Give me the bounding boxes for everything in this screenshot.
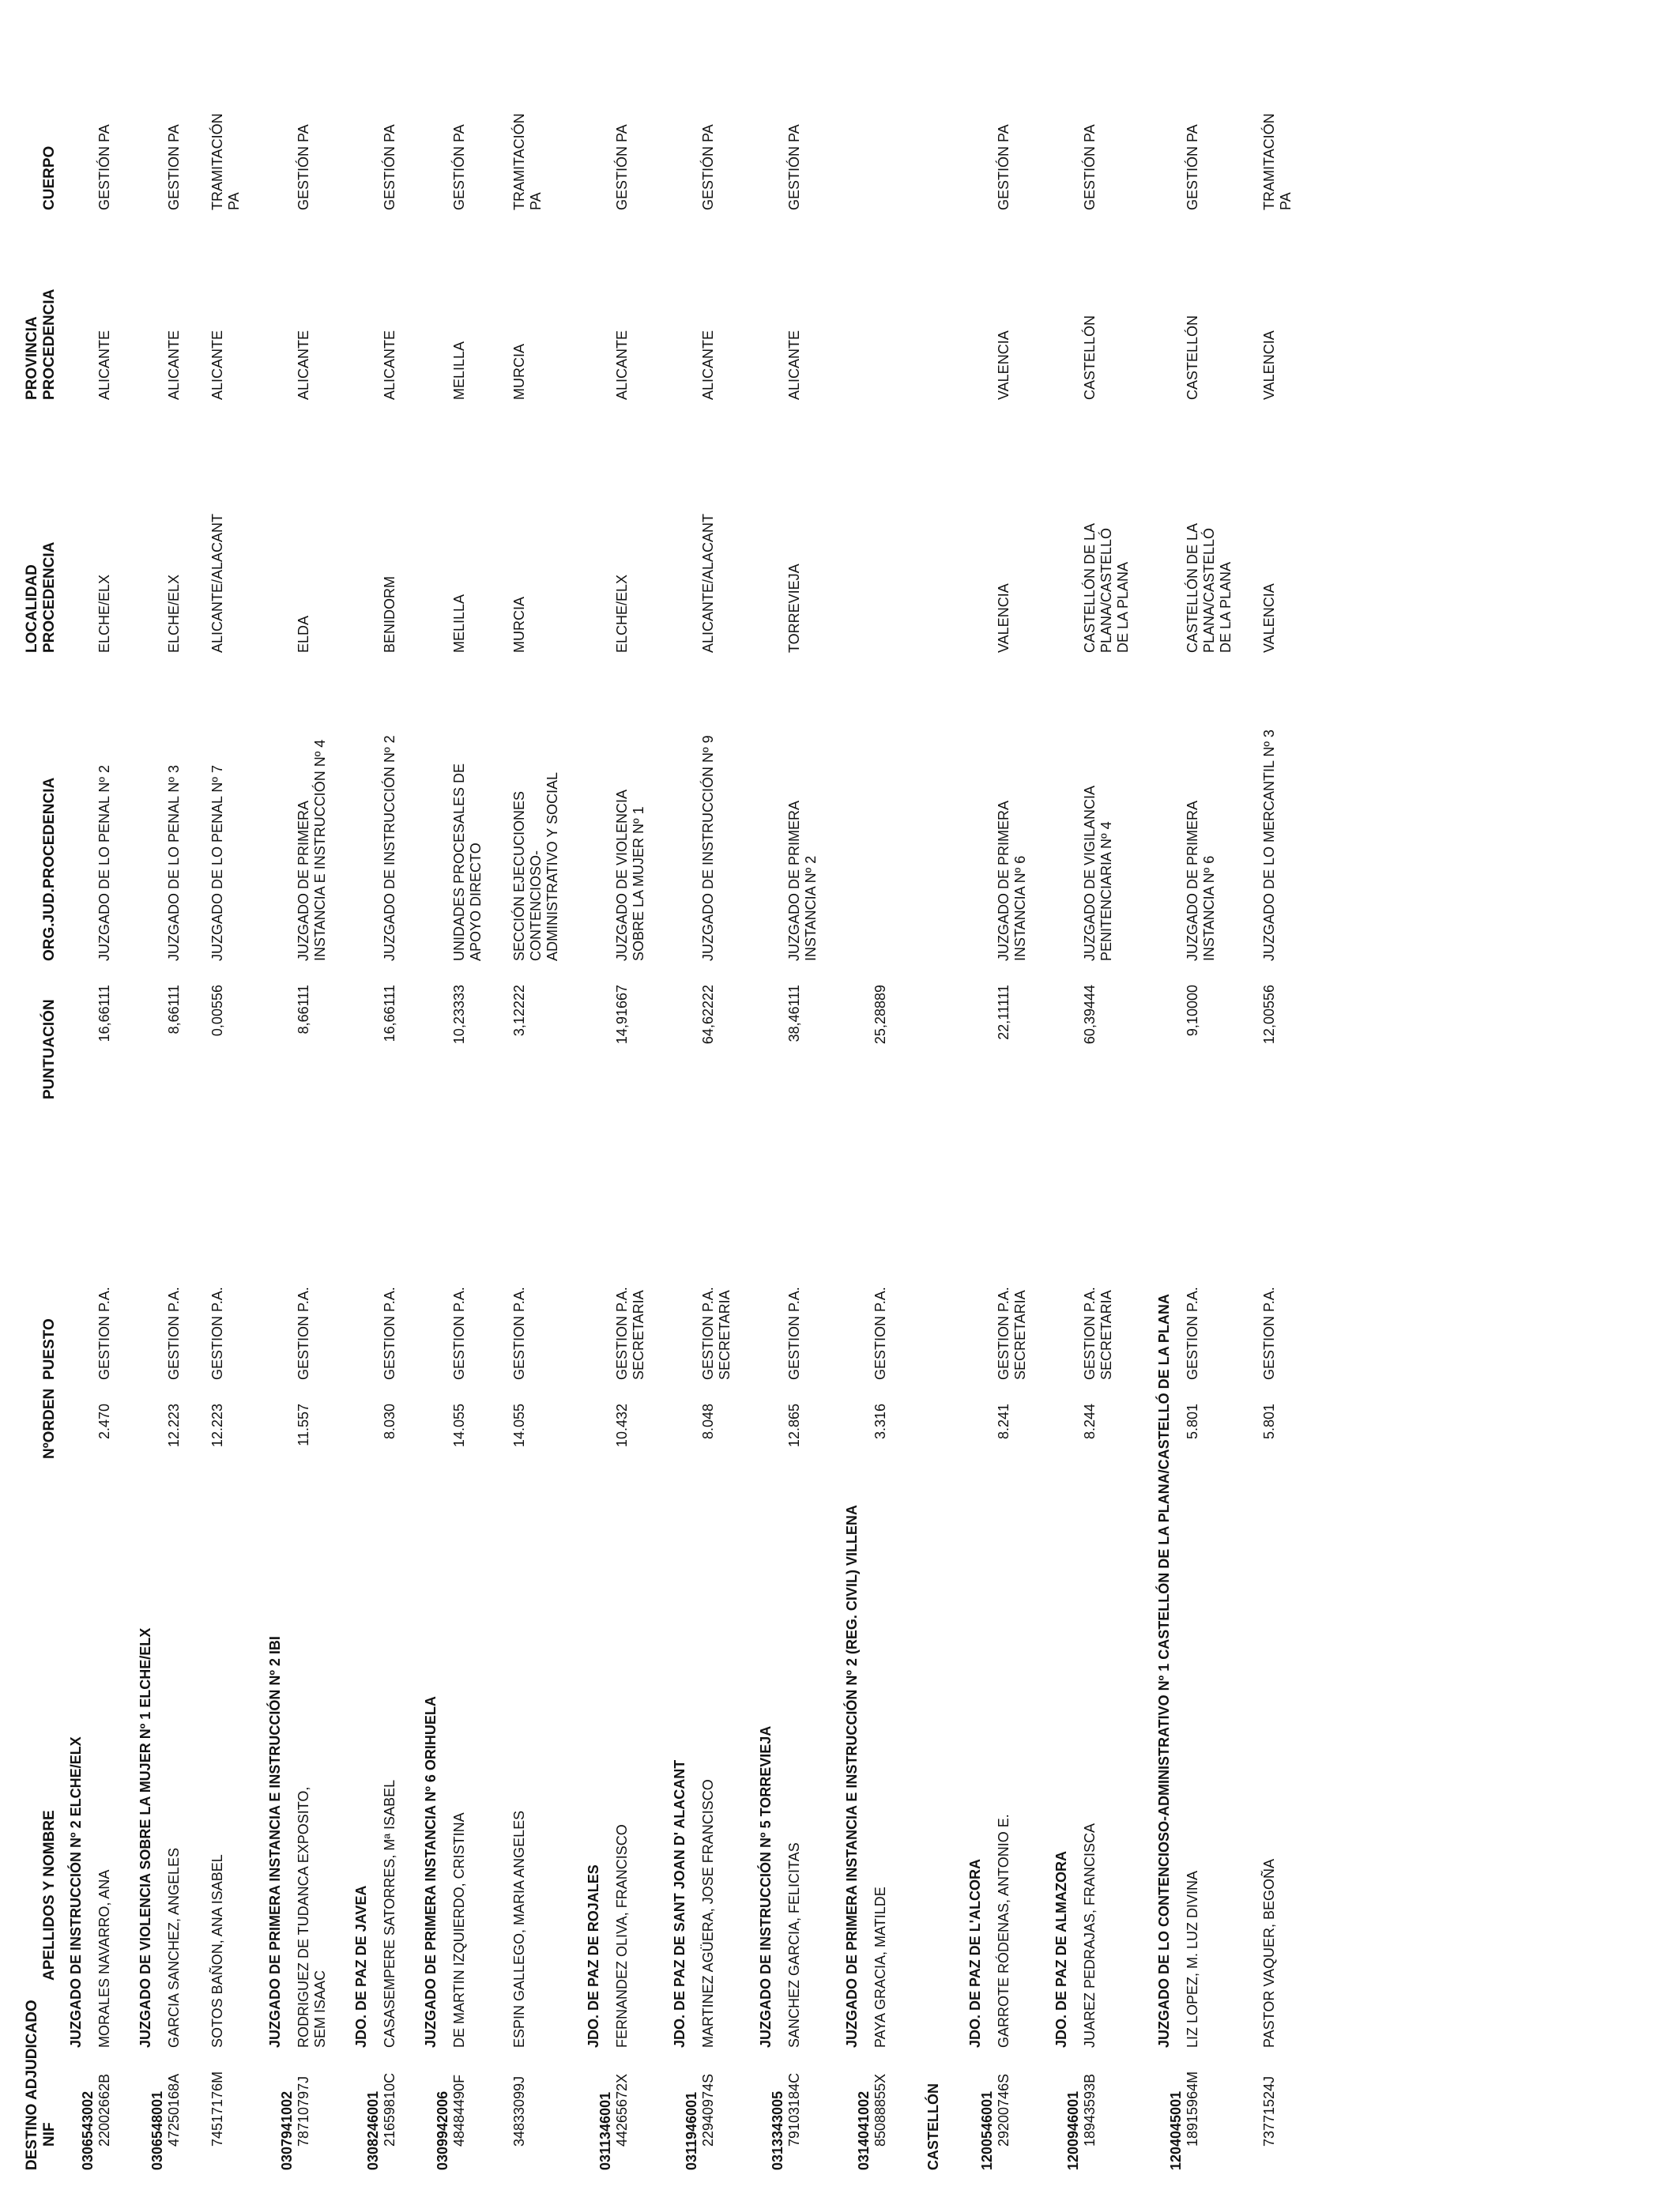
puntuacion-cell: 0,00556 — [209, 985, 225, 1037]
destino-name: JUZGADO DE PRIMERA INSTANCIA E INSTRUCCIÓN Nº 2 (REG. CIVIL) VILLENA — [844, 1505, 860, 2048]
puntuacion-cell: 38,46111 — [786, 985, 802, 1042]
cuerpo-cell: TRAMITACIÓN — [209, 113, 225, 210]
provincia-cell: MURCIA — [511, 344, 527, 400]
localidad-cell: DE LA PLANA — [1115, 561, 1131, 653]
header-localidad-2: PROCEDENCIA — [41, 541, 58, 653]
puesto-cell: GESTION P.A. — [996, 1287, 1011, 1380]
orden-cell: 10.432 — [614, 1404, 630, 1448]
cuerpo-cell: GESTIÓN PA — [700, 124, 716, 210]
destino-name: JUZGADO DE INSTRUCCIÓN Nº 5 TORREVIEJA — [758, 1725, 774, 2048]
nif-cell: 78710797J — [296, 2075, 311, 2147]
cuerpo-cell: PA — [528, 192, 544, 210]
localidad-cell: CASTELLÓN DE LA — [1082, 522, 1098, 653]
header-apellidos: APELLIDOS Y NOMBRE — [41, 1810, 58, 1981]
nombre-cell: SEM ISAAC — [312, 1970, 328, 2048]
puesto-cell: SECRETARIA — [631, 1290, 646, 1380]
puntuacion-cell: 8,66111 — [166, 985, 182, 1035]
puesto-cell: GESTION P.A. — [700, 1287, 716, 1380]
nombre-cell: RODRIGUEZ DE TUDANCA EXPOSITO, — [296, 1786, 311, 2048]
puesto-cell: SECRETARIA — [1012, 1290, 1028, 1380]
cuerpo-cell: TRAMITACIÓN — [1261, 113, 1277, 210]
org-procedencia-cell: ADMINISTRATIVO Y SOCIAL — [544, 771, 560, 961]
provincia-cell: ALICANTE — [382, 330, 397, 400]
header-puntuacion: PUNTUACIÓN — [41, 999, 58, 1099]
orden-cell: 12.223 — [166, 1404, 182, 1448]
org-procedencia-cell: JUZGADO DE INSTRUCCIÓN Nº 2 — [382, 735, 397, 961]
nif-cell: 22940974S — [700, 2073, 716, 2147]
province-heading: CASTELLÓN — [925, 2083, 941, 2170]
destino-name: JDO. DE PAZ DE SANT JOAN D' ALACANT — [672, 1759, 687, 2048]
orden-cell: 8.241 — [996, 1404, 1011, 1440]
cuerpo-cell: GESTIÓN PA — [296, 124, 311, 210]
provincia-cell: VALENCIA — [996, 330, 1011, 400]
org-procedencia-cell: JUZGADO DE INSTRUCCIÓN Nº 9 — [700, 735, 716, 961]
nombre-cell: SANCHEZ GARCIA, FELICITAS — [786, 1842, 802, 2048]
nif-cell: 44265672X — [614, 2073, 630, 2147]
destino-name: JUZGADO DE INSTRUCCIÓN Nº 2 ELCHE/ELX — [68, 1736, 84, 2048]
cuerpo-cell: GESTIÓN PA — [1082, 124, 1098, 210]
cuerpo-cell: GESTIÓN PA — [96, 124, 112, 210]
header-destino: DESTINO ADJUDICADO — [24, 2000, 40, 2170]
nif-cell: 18915964M — [1185, 2071, 1200, 2147]
nif-cell: 48484490F — [451, 2074, 467, 2147]
localidad-cell: CASTELLÓN DE LA — [1185, 522, 1200, 653]
nombre-cell: MARTINEZ AGÜERA, JOSE FRANCISCO — [700, 1779, 716, 2048]
provincia-cell: CASTELLÓN — [1185, 315, 1200, 400]
destino-code: 0309942006 — [435, 2090, 450, 2170]
org-procedencia-cell: INSTANCIA Nº 6 — [1201, 855, 1217, 961]
cuerpo-cell: GESTION PA — [166, 124, 182, 210]
orden-cell: 12.865 — [786, 1404, 802, 1448]
localidad-cell: BENIDORM — [382, 575, 397, 653]
nombre-cell: SOTOS BAÑON, ANA ISABEL — [209, 1854, 225, 2048]
cuerpo-cell: TRAMITACIÓN — [511, 113, 527, 210]
cuerpo-cell: GESTIÓN PA — [382, 124, 397, 210]
localidad-cell: ALICANTE/ALACANT — [209, 513, 225, 653]
org-procedencia-cell: UNIDADES PROCESALES DE — [451, 763, 467, 961]
provincia-cell: ALICANTE — [166, 330, 182, 400]
destino-name: JDO. DE PAZ DE JAVEA — [353, 1885, 369, 2048]
puesto-cell: SECRETARIA — [717, 1290, 733, 1380]
nombre-cell: GARROTE RÓDENAS, ANTONIO E. — [996, 1814, 1011, 2048]
nif-cell: 22002662B — [96, 2073, 112, 2147]
org-procedencia-cell: JUZGADO DE PRIMERA — [296, 800, 311, 961]
orden-cell: 14.055 — [451, 1404, 467, 1448]
provincia-cell: VALENCIA — [1261, 330, 1277, 400]
nombre-cell: CASASEMPERE SATORRES, Mª ISABEL — [382, 1779, 397, 2048]
orden-cell: 8.030 — [382, 1404, 397, 1440]
org-procedencia-cell: JUZGADO DE PRIMERA — [996, 800, 1011, 961]
destino-code: 1204045001 — [1168, 2090, 1184, 2170]
localidad-cell: VALENCIA — [996, 583, 1011, 653]
puesto-cell: GESTION P.A. — [511, 1287, 527, 1380]
provincia-cell: MELILLA — [451, 341, 467, 400]
org-procedencia-cell: SECCIÓN EJECUCIONES — [511, 790, 527, 961]
puesto-cell: GESTION P.A. — [296, 1287, 311, 1380]
destino-name: JUZGADO DE LO CONTENCIOSO-ADMINISTRATIVO Nº 1 CASTELLÓN DE LA PLANA/CASTELLÓ DE LA PLANA — [1156, 1294, 1172, 2048]
localidad-cell: TORREVIEJA — [786, 564, 802, 653]
org-procedencia-cell: INSTANCIA Nº 2 — [803, 855, 819, 961]
puesto-cell: GESTION P.A. — [1185, 1287, 1200, 1380]
puesto-cell: GESTION P.A. — [166, 1287, 182, 1380]
org-procedencia-cell: PENITENCIARIA Nº 4 — [1098, 821, 1114, 961]
localidad-cell: ELCHE/ELX — [96, 574, 112, 653]
localidad-cell: VALENCIA — [1261, 583, 1277, 653]
nombre-cell: GARCIA SANCHEZ, ANGELES — [166, 1847, 182, 2048]
destino-code: 0306543002 — [80, 2090, 96, 2170]
nombre-cell: LIZ LOPEZ, M. LUZ DIVINA — [1185, 1870, 1200, 2048]
destino-code: 0314041002 — [856, 2090, 872, 2170]
cuerpo-cell: GESTIÓN PA — [786, 124, 802, 210]
puesto-cell: GESTION P.A. — [1261, 1287, 1277, 1380]
destino-code: 0311346001 — [597, 2091, 613, 2170]
org-procedencia-cell: JUZGADO DE VIOLENCIA — [614, 789, 630, 961]
orden-cell: 5.801 — [1185, 1404, 1200, 1440]
destino-code: 0311946001 — [684, 2091, 699, 2170]
orden-cell: 8.244 — [1082, 1404, 1098, 1440]
orden-cell: 8.048 — [700, 1404, 716, 1440]
nif-cell: 18943593B — [1082, 2073, 1098, 2147]
org-procedencia-cell: APOYO DIRECTO — [468, 843, 484, 961]
provincia-cell: CASTELLÓN — [1082, 315, 1098, 400]
puesto-cell: GESTION P.A. — [209, 1287, 225, 1380]
destino-name: JDO. DE PAZ DE ALMAZORA — [1053, 1850, 1069, 2048]
header-provincia-2: PROCEDENCIA — [41, 288, 58, 400]
localidad-cell: PLANA/CASTELLÓ — [1098, 527, 1114, 653]
puntuacion-cell: 8,66111 — [296, 985, 311, 1035]
nombre-cell: ESPIN GALLEGO, MARIA ANGELES — [511, 1810, 527, 2048]
puntuacion-cell: 22,11111 — [996, 985, 1011, 1040]
localidad-cell: MURCIA — [511, 597, 527, 653]
cuerpo-cell: PA — [1278, 192, 1294, 210]
nif-cell: 79103184C — [786, 2072, 802, 2147]
provincia-cell: ALICANTE — [209, 330, 225, 400]
nif-cell: 29200746S — [996, 2073, 1011, 2147]
puntuacion-cell: 14,91667 — [614, 985, 630, 1045]
cuerpo-cell: GESTIÓN PA — [614, 124, 630, 210]
nif-cell: 74517176M — [209, 2071, 225, 2147]
header-localidad-1: LOCALIDAD — [24, 564, 40, 653]
org-procedencia-cell: JUZGADO DE VIGILANCIA — [1082, 785, 1098, 961]
puesto-cell: GESTION P.A. — [872, 1287, 888, 1380]
cuerpo-cell: GESTIÓN PA — [451, 124, 467, 210]
destino-name: JDO. DE PAZ DE ROJALES — [586, 1864, 601, 2048]
puesto-cell: SECRETARIA — [1098, 1290, 1114, 1380]
destino-name: JUZGADO DE PRIMERA INSTANCIA Nº 6 ORIHUELA — [423, 1696, 439, 2048]
org-procedencia-cell: INSTANCIA Nº 6 — [1012, 855, 1028, 961]
puntuacion-cell: 12,00556 — [1261, 985, 1277, 1045]
orden-cell: 14.055 — [511, 1404, 527, 1448]
nombre-cell: FERNANDEZ OLIVA, FRANCISCO — [614, 1824, 630, 2048]
destino-code: 0313343005 — [770, 2090, 785, 2170]
orden-cell: 2.470 — [96, 1404, 112, 1440]
provincia-cell: ALICANTE — [700, 330, 716, 400]
nombre-cell: PASTOR VAQUER, BEGOÑA — [1261, 1858, 1277, 2048]
puntuacion-cell: 10,23333 — [451, 985, 467, 1045]
localidad-cell: PLANA/CASTELLÓ — [1201, 527, 1217, 653]
provincia-cell: ALICANTE — [786, 330, 802, 400]
header-norden: NºORDEN — [41, 1388, 58, 1459]
org-procedencia-cell: JUZGADO DE LO PENAL Nº 7 — [209, 765, 225, 961]
destino-code: 0306548001 — [149, 2090, 165, 2170]
localidad-cell: DE LA PLANA — [1218, 561, 1234, 653]
localidad-cell: ALICANTE/ALACANT — [700, 513, 716, 653]
orden-cell: 11.557 — [296, 1404, 311, 1446]
org-procedencia-cell: JUZGADO DE LO PENAL Nº 3 — [166, 765, 182, 961]
localidad-cell: ELDA — [296, 615, 311, 653]
puntuacion-cell: 3,12222 — [511, 985, 527, 1037]
header-nif: NIF — [41, 2122, 58, 2147]
puntuacion-cell: 25,28889 — [872, 985, 888, 1045]
provincia-cell: ALICANTE — [296, 330, 311, 400]
destino-name: JUZGADO DE VIOLENCIA SOBRE LA MUJER Nº 1 ELCHE/ELX — [137, 1627, 153, 2048]
nombre-cell: PAYA GRACIA, MATILDE — [872, 1887, 888, 2048]
cuerpo-cell: PA — [226, 192, 242, 210]
nif-cell: 73771524J — [1261, 2075, 1277, 2147]
nombre-cell: MORALES NAVARRO, ANA — [96, 1869, 112, 2048]
nif-cell: 47250168A — [166, 2073, 182, 2147]
header-provincia-1: PROVINCIA — [24, 316, 40, 400]
orden-cell: 5.801 — [1261, 1404, 1277, 1440]
localidad-cell: ELCHE/ELX — [166, 574, 182, 653]
nif-cell: 21659810C — [382, 2072, 397, 2147]
puesto-cell: GESTION P.A. — [382, 1287, 397, 1380]
orden-cell: 12.223 — [209, 1404, 225, 1448]
destino-code: 0308246001 — [365, 2090, 381, 2170]
puesto-cell: GESTION P.A. — [786, 1287, 802, 1380]
nombre-cell: JUAREZ PEDRAJAS, FRANCISCA — [1082, 1823, 1098, 2048]
destino-code: 0307941002 — [279, 2090, 295, 2170]
orden-cell: 3.316 — [872, 1404, 888, 1440]
puntuacion-cell: 9,10000 — [1185, 985, 1200, 1037]
destino-code: 1200546001 — [979, 2090, 995, 2170]
puesto-cell: GESTION P.A. — [614, 1287, 630, 1380]
header-org: ORG.JUD.PROCEDENCIA — [41, 777, 58, 961]
destino-code: 1200946001 — [1065, 2090, 1081, 2170]
destino-name: JDO. DE PAZ DE L'ALCORA — [967, 1859, 983, 2048]
header-cuerpo: CUERPO — [41, 145, 58, 210]
nif-cell: 34833099J — [511, 2075, 527, 2147]
puesto-cell: GESTION P.A. — [1082, 1287, 1098, 1380]
org-procedencia-cell: JUZGADO DE LO MERCANTIL Nº 3 — [1261, 729, 1277, 961]
header-puesto: PUESTO — [41, 1318, 58, 1380]
provincia-cell: ALICANTE — [614, 330, 630, 400]
puesto-cell: GESTION P.A. — [451, 1287, 467, 1380]
org-procedencia-cell: SOBRE LA MUJER Nº 1 — [631, 806, 646, 961]
puntuacion-cell: 16,66111 — [96, 985, 112, 1042]
puntuacion-cell: 60,39444 — [1082, 985, 1098, 1045]
puntuacion-cell: 64,62222 — [700, 985, 716, 1045]
localidad-cell: ELCHE/ELX — [614, 574, 630, 653]
cuerpo-cell: GESTIÓN PA — [1185, 124, 1200, 210]
puntuacion-cell: 16,66111 — [382, 985, 397, 1042]
nombre-cell: DE MARTIN IZQUIERDO, CRISTINA — [451, 1812, 467, 2048]
destino-name: JUZGADO DE PRIMERA INSTANCIA E INSTRUCCIÓN Nº 2 IBI — [267, 1636, 283, 2048]
org-procedencia-cell: INSTANCIA E INSTRUCCIÓN Nº 4 — [312, 739, 328, 961]
org-procedencia-cell: JUZGADO DE PRIMERA — [1185, 800, 1200, 961]
puesto-cell: GESTION P.A. — [96, 1287, 112, 1380]
cuerpo-cell: GESTIÓN PA — [996, 124, 1011, 210]
localidad-cell: MELILLA — [451, 594, 467, 653]
org-procedencia-cell: JUZGADO DE PRIMERA — [786, 800, 802, 961]
nif-cell: 85088855X — [872, 2073, 888, 2147]
org-procedencia-cell: CONTENCIOSO- — [528, 850, 544, 961]
provincia-cell: ALICANTE — [96, 330, 112, 400]
org-procedencia-cell: JUZGADO DE LO PENAL Nº 2 — [96, 765, 112, 961]
